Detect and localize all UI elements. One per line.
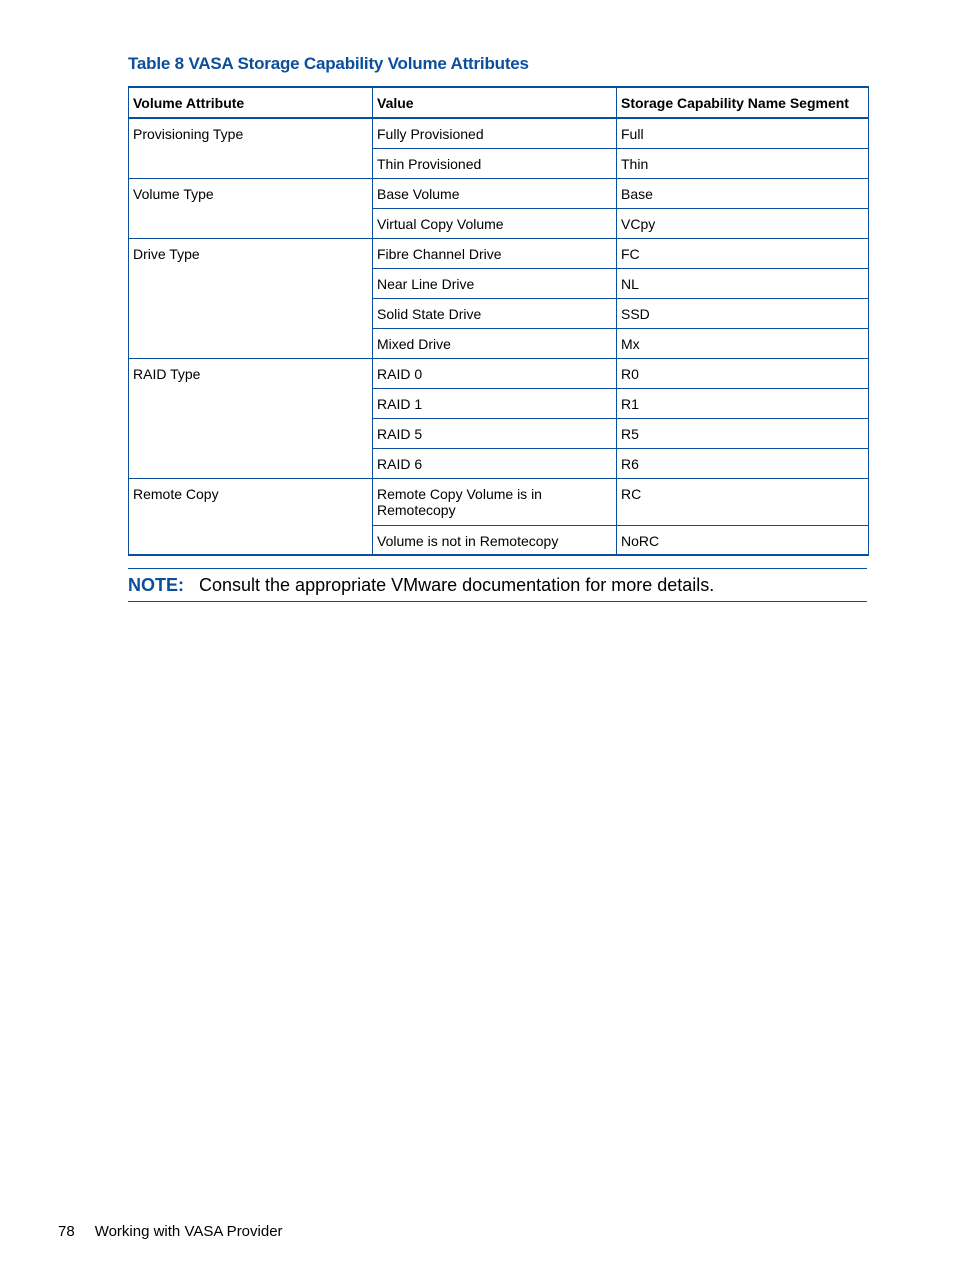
value-cell: Base Volume xyxy=(373,178,617,208)
volume-attributes-table xyxy=(128,86,869,556)
value-cell: Mixed Drive xyxy=(373,328,617,358)
column-header-value: Value xyxy=(373,87,617,118)
table-caption: Table 8 VASA Storage Capability Volume Attributes xyxy=(128,54,529,73)
segment-cell: SSD xyxy=(617,298,869,328)
segment-cell: Mx xyxy=(617,328,869,358)
segment-cell: FC xyxy=(617,238,869,268)
note-box xyxy=(128,568,867,602)
segment-cell: Thin xyxy=(617,148,869,178)
value-cell: Thin Provisioned xyxy=(373,148,617,178)
table-header-row xyxy=(129,87,869,118)
table-row xyxy=(129,478,869,525)
note-text: Consult the appropriate VMware documentation for more details. xyxy=(199,574,715,595)
value-cell: Virtual Copy Volume xyxy=(373,208,617,238)
value-cell: RAID 5 xyxy=(373,418,617,448)
value-cell: Fully Provisioned xyxy=(373,118,617,148)
page-number: 78 xyxy=(58,1223,75,1240)
attribute-cell: Remote Copy xyxy=(129,478,373,555)
table-row xyxy=(129,358,869,388)
table-row xyxy=(129,118,869,148)
attribute-cell: RAID Type xyxy=(129,358,373,478)
value-cell: Fibre Channel Drive xyxy=(373,238,617,268)
value-cell: RAID 1 xyxy=(373,388,617,418)
segment-cell: VCpy xyxy=(617,208,869,238)
segment-cell: Base xyxy=(617,178,869,208)
segment-cell: RC xyxy=(617,478,869,525)
column-header-segment: Storage Capability Name Segment xyxy=(617,87,869,118)
page-footer xyxy=(58,1223,283,1240)
segment-cell: R1 xyxy=(617,388,869,418)
segment-cell: NoRC xyxy=(617,525,869,555)
footer-section-title: Working with VASA Provider xyxy=(94,1223,283,1240)
value-cell: Volume is not in Remotecopy xyxy=(373,525,617,555)
attribute-cell: Volume Type xyxy=(129,178,373,238)
segment-cell: NL xyxy=(617,268,869,298)
segment-cell: R5 xyxy=(617,418,869,448)
segment-cell: R0 xyxy=(617,358,869,388)
value-cell: RAID 0 xyxy=(373,358,617,388)
table-row xyxy=(129,238,869,268)
attribute-cell: Drive Type xyxy=(129,238,373,358)
table-row xyxy=(129,178,869,208)
value-cell: Solid State Drive xyxy=(373,298,617,328)
note-label: NOTE: xyxy=(128,574,184,595)
segment-cell: Full xyxy=(617,118,869,148)
value-cell: Near Line Drive xyxy=(373,268,617,298)
attribute-cell: Provisioning Type xyxy=(129,118,373,178)
value-cell: RAID 6 xyxy=(373,448,617,478)
segment-cell: R6 xyxy=(617,448,869,478)
value-cell: Remote Copy Volume is in Remotecopy xyxy=(373,478,617,525)
column-header-volume-attribute: Volume Attribute xyxy=(129,87,373,118)
